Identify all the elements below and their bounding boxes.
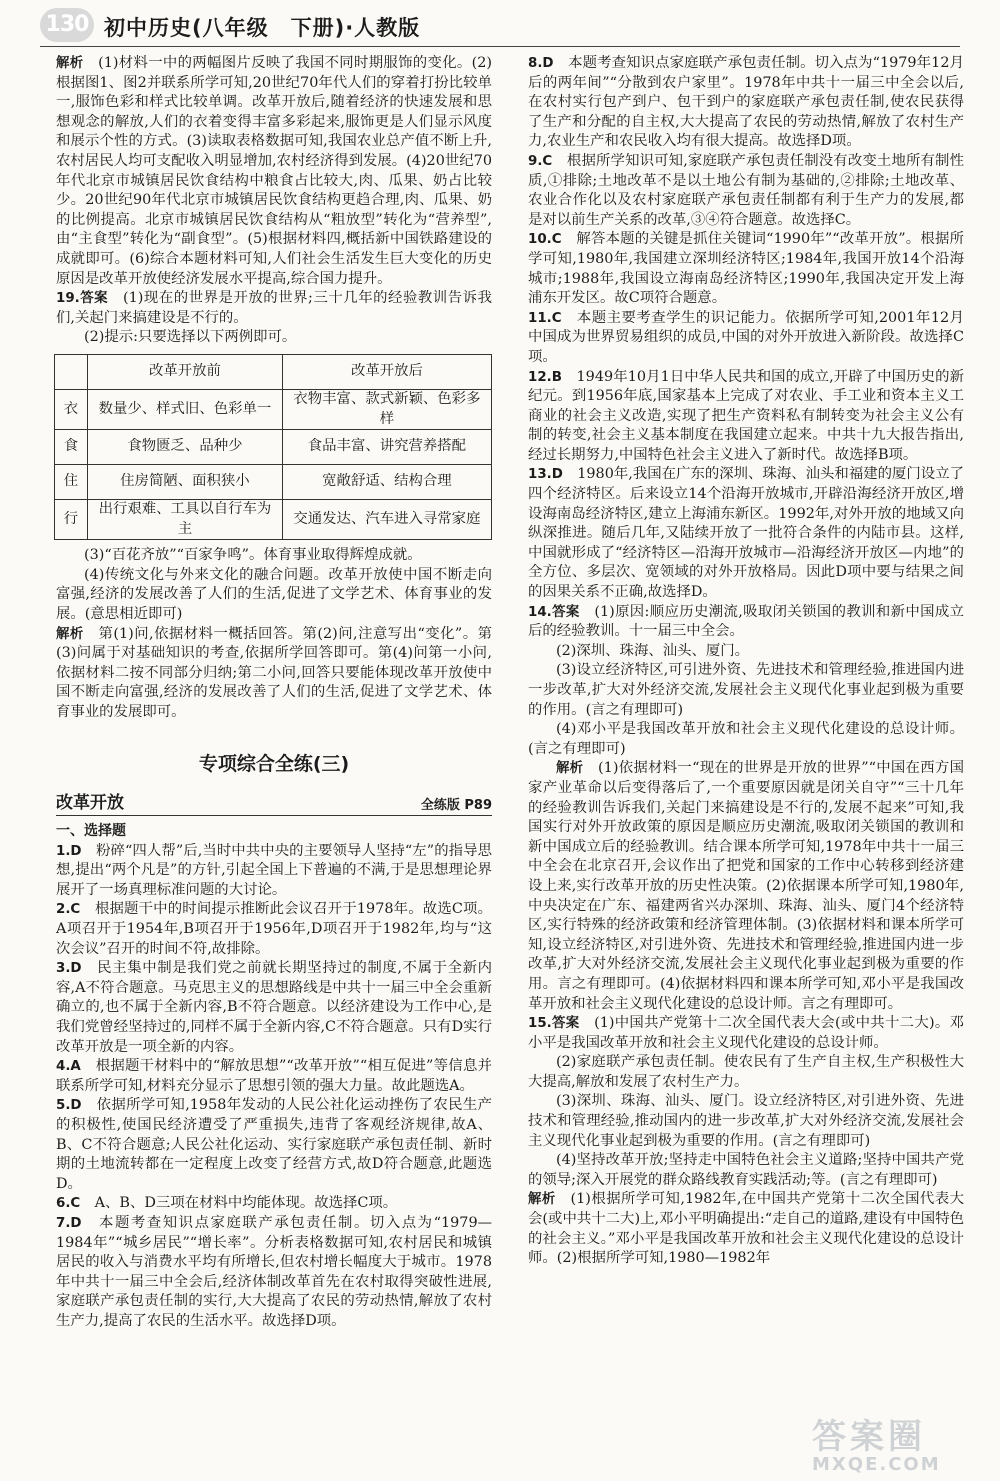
section-title: 专项综合全练(三) [198,752,350,775]
answer-label: 6.C [56,1196,81,1212]
answer-label: 5.D [56,1098,82,1114]
answer-item [528,230,964,308]
text-paragraph [528,661,964,720]
left-column [56,54,492,1331]
table-cell: 食品丰富、讲究营养搭配 [282,430,491,465]
text-paragraph [528,1053,964,1092]
table-cell: 住房简陋、面积狭小 [88,465,283,500]
answer-text: 依据所学可知,1958年发动的人民公社化运动挫伤了农民生产的积极性,使国民经济遭受了严重损失,违背了客观经济规律,故A、B、C不符合题意;人民公社化运动、实行家庭联产承包责任制、新时期的土地流转都在一定程度上改变了经营方式,故D符合题意,此题选D。 [56,1097,492,1192]
book-title: 初中历史(八年级 下册)·人教版 [104,16,421,40]
answer-label: 解析 [56,626,84,642]
table-cell: 交通发达、汽车进入寻常家庭 [282,500,491,540]
page-number: 130 [40,8,94,42]
topic-reference: 全练版 P89 [420,797,492,813]
answer-text: 本题考查知识点家庭联产承包责任制。切入点为“1979年12月后的两年间”“分散到农户家里”。1978年中共十一届三中全会以后,在农村实行包产到户、包干到户的家庭联产承包责任制,使农民获得了生产和分配的自主权,大大提高了农民的劳动热情,解放了农村生产力,农业生产和农民收入均有很大提高。故选择D项。 [528,55,964,150]
answer-text: 粉碎“四人帮”后,当时中共中央的主要领导人坚持“左”的指导思想,提出“两个凡是”的方针,引起全国上下普遍的不满,于是思想理论界展开了一场真理标准问题的大讨论。 [56,842,492,898]
table-cell: 出行艰难、工具以自行车为主 [88,500,283,540]
text-paragraph [528,1190,964,1268]
answer-label: 4.A [56,1059,81,1075]
text-paragraph [528,759,964,1014]
answer-item [56,1194,492,1214]
answer-text: (3)“百花齐放”“百家争鸣”。体育事业取得辉煌成就。 [84,547,422,564]
table-row [55,465,492,500]
text-paragraph [528,1092,964,1151]
topic-bar [56,788,492,816]
answer-text: (1)根据所学可知,1982年,在中国共产党第十二次全国代表大会(或中共十二大)上,邓小平明确提出:“走自己的道路,建设有中国特色的社会主义。”邓小平是我国改革开放和社会主义现代化建设的总设计师。(2)根据所学可知,1980—1982年 [528,1191,964,1267]
answer-text: (1)原因:顺应历史潮流,吸取闭关锁国的教训和新中国成立后的经验教训。十一届三中全会。 [528,603,964,640]
answer-label: 19.答案 [56,291,109,307]
topic-title: 改革开放 [56,792,124,813]
answer-label: 15.答案 [528,1016,580,1032]
answer-text: (1)材料一中的两幅图片反映了我国不同时期服饰的变化。(2)根据图1、图2并联系所学可知,20世纪70年代人们的穿着打扮比较单一,服饰色彩和样式比较单调。改革开放后,随着经济的快速发展和思想观念的解放,人们的衣着变得丰富多彩起来,服饰更是人们显示风度和展示个性的方式。(3)读取表格数据可知,我国农业总产值不断上升,农村居民人均可支配收入明显增加,农村经济得到发展。(4)20世纪70年代北京市城镇居民饮食结构中粮食占比较大,肉、瓜果、奶占比较少。20世纪90年代北京市城镇居民饮食结构更趋合理,肉、瓜果、奶的比例提高。北京市城镇居民饮食结构从“粗放型”转化为“营养型”,由“主食型”转化为“副食型”。(5)根据材料四,概括新中国铁路建设的成就即可。(6)综合本题材料可知,人们社会生活发生巨大变化的历史原因是改革开放使经济发展水平提高,综合国力提升。 [56,55,492,287]
answer-text: 第(1)问,依据材料一概括回答。第(2)问,注意写出“变化”。第(3)问属于对基础知识的考查,依据所学回答即可。第(4)问第一小问,依据材料二按不同部分归纳;第二小问,回答只要能体现改革开放使中国不断走向富强,经济的发展改善了人们的生活,促进了文学艺术、体育事业的发展即可。 [56,625,492,721]
answer-text: 解答本题的关键是抓住关键词“1990年”“改革开放”。根据所学可知,1980年,我国建立深圳经济特区;1984年,我国开放14个沿海城市;1988年,我国设立海南岛经济特区;1990年,我国决定开发上海浦东开发区。故C项符合题意。 [528,231,964,307]
answer-item [56,900,492,959]
table-cell: 食 [55,430,88,465]
answer-text: (3)设立经济特区,可引进外资、先进技术和管理经验,推进国内进一步改革,扩大对外经济交流,发展社会主义现代化事业起到极为重要的作用。(言之有理即可) [528,662,964,718]
answer-text: (2)家庭联产承包责任制。使农民有了生产自主权,生产积极性大大提高,解放和发展了农村生产力。 [528,1054,964,1090]
answer-label: 14.答案 [528,604,580,620]
right-column [528,54,964,1269]
table-cell: 住 [55,465,88,500]
answer-label: 9.C [528,153,553,169]
answer-text: (4)坚持改革开放;坚持走中国特色社会主义道路;坚持中国共产党的领导;深入开展党的群众路线教育实践活动;等。(言之有理即可) [528,1152,964,1188]
answer-text: 本题主要考查学生的识记能力。依据所学可知,2001年12月中国成为世界贸易组织的成员,中国的对外开放进入新阶段。故选择C项。 [528,309,964,365]
answer-text: (3)深圳、珠海、汕头、厦门。设立经济特区,对引进外资、先进技术和管理经验,推动国内的进一步改革,扩大对外经济交流,发展社会主义现代化事业起到极为重要的作用。(言之有理即可) [528,1093,964,1149]
text-paragraph [528,1151,964,1190]
answer-text: 1949年10月1日中华人民共和国的成立,开辟了中国历史的新纪元。到1956年底,国家基本上完成了对农业、手工业和资本主义工商业的社会主义改造,实现了把生产资料私有制转变为社会主义公有制的转变,社会主义基本制度在我国建立起来。中共十九大报告指出,经过长期努力,中国特色社会主义进入了新时代。故选择B项。 [528,368,964,463]
answer-text: 根据所学知识可知,家庭联产承包责任制没有改变土地所有制性质,①排除;土地改革不是以土地公有制为基础的,②排除;土地改革、农业合作化以及农村家庭联产承包责任制都有利于生产力的发展,都是对以前生产关系的改革,③④符合题意。故选择C。 [528,152,964,228]
answer-label: 3.D [56,961,82,977]
comparison-table [54,354,492,540]
answer-item [528,152,964,230]
answer-text: (1)中国共产党第十二次全国代表大会(或中共十二大)。邓小平是我国改革开放和社会主义现代化建设的总设计师。 [528,1015,964,1051]
table-row [55,430,492,465]
answer-text: 民主集中制是我们党之前就长期坚持过的制度,不属于全新内容,A不符合题意。马克思主义的思想路线是中共十一届三中全会重新确立的,也不属于全新内容,B不符合题意。以经济建设为工作中心,是我们党曾经坚持过的,同样不属于全新内容,C不符合题意。只有D实行改革开放是一项全新的内容。 [56,960,492,1055]
answer-text: (4)邓小平是我国改革开放和社会主义现代化建设的总设计师。(言之有理即可) [528,721,964,757]
table-cell: 衣 [55,389,88,429]
answer-label: 8.D [528,56,554,71]
answer-label: 11.C [528,310,562,326]
answer-label: 解析 [528,1192,556,1208]
text-paragraph [528,642,964,662]
answer-label: 解析 [556,761,584,777]
table-header-cell: 改革开放后 [282,354,491,389]
text-paragraph [56,625,492,723]
answer-text: (1)现在的世界是开放的世界;三十几年的经验教训告诉我们,关起门来搞建设是不行的。 [56,290,492,326]
answer-label: 7.D [56,1215,82,1231]
answer-item [528,465,964,602]
answer-text: (4)传统文化与外来文化的融合问题。改革开放使中国不断走向富强,经济的发展改善了人们的生活,促进了文学艺术、体育事业的发展。(意思相近即可) [56,566,492,623]
answer-item [56,1057,492,1096]
answer-item [56,959,492,1057]
answer-label: 13.D [528,467,563,483]
table-row [55,389,492,429]
answer-label: 解析 [56,56,84,71]
text-paragraph [56,54,492,289]
answer-label: 1.D [56,843,82,859]
table-cell: 数量少、样式旧、色彩单一 [88,389,283,429]
text-paragraph [528,720,964,759]
answer-text: 1980年,我国在广东的深圳、珠海、汕头和福建的厦门设立了四个经济特区。后来设立14个沿海开放城市,开辟沿海经济开放区,增设海南岛经济特区,建立上海浦东新区。1992年,对外开放的地域又向纵深推进。随后几年,又陆续开放了一批符合条件的内陆市县。这样,中国就形成了“经济特区—沿海开放城市—沿海经济开放区—内地”的全方位、多层次、宽领域的对外开放格局。因此D项中要与结果之间的因果关系不正确,故选择D。 [528,466,964,601]
answer-text: (1)依据材料一“现在的世界是开放的世界”“中国在西方国家产业革命以后变得落后了,一个重要原因就是闭关自守”“三十几年的经验教训告诉我们,关起门来搞建设是不行的,发展不起来”可知,我国实行对外开放政策的原因是顺应历史潮流,吸取闭关锁国的教训和新中国成立后的经验教训。结合课本所学可知,1978年中共十一届三中全会在北京召开,会议作出了把党和国家的工作中心转移到经济建设上来,实行改革开放的历史性决策。(2)依据课本所学可知,1980年,中央决定在广东、福建两省兴办深圳、珠海、汕头、厦门4个经济特区,实行特殊的经济政策和经济管理体制。(3)依据材料和课本所学可知,设立经济特区,对引进外资、先进技术和管理经验,推进国内进一步改革,扩大对外经济交流,发展社会主义现代化事业起到极为重要的作用。言之有理即可。(4)依据材料四和课本所学可知,邓小平是我国改革开放和社会主义现代化建设的总设计师。言之有理即可。 [528,760,964,1012]
text-paragraph [528,1014,964,1053]
answer-label: 10.C [528,232,562,248]
table-cell: 食物匮乏、品种少 [88,430,283,465]
table-row [55,500,492,540]
table-header-cell [55,354,88,389]
answer-label: 12.B [528,369,562,385]
text-paragraph [56,328,492,348]
text-paragraph [528,603,964,642]
page-header [40,6,960,47]
answer-item [528,54,964,152]
text-paragraph [56,566,492,625]
table-cell: 衣物丰富、款式新颖、色彩多样 [282,389,491,429]
answer-item [56,842,492,901]
answer-text: 本题考查知识点家庭联产承包责任制。切入点为“1979—1984年”“城乡居民”“增长率”。分析表格数据可知,农村居民和城镇居民的收入与消费水平均有所增长,但农村增长幅度大于城市。1978年中共十一届三中全会后,经济体制改革首先在农村取得突破性进展,家庭联产承包责任制的实行,大大提高了农民的劳动热情,解放了农村生产力,提高了农民的生活水平。故选择D项。 [56,1214,492,1329]
watermark-logo: 答案圈 MXQE.COM [812,1417,941,1475]
answer-text: 根据题干中的时间提示推断此会议召开于1978年。故选C项。A项召开于1954年,B项召开于1956年,D项召开于1982年,均与“这次会议”召开的时间不符,故排除。 [56,901,492,957]
answer-text: 根据题干材料中的“解放思想”“改革开放”“相互促进”等信息并联系所学可知,材料充分显示了思想引领的强大力量。故此题选A。 [56,1058,492,1094]
answer-text: (2)深圳、珠海、汕头、厦门。 [556,642,750,659]
subsection-title: 一、选择题 [56,822,126,839]
table-cell: 宽敞舒适、结构合理 [282,465,491,500]
answer-label: 2.C [56,902,81,918]
answer-text: A、B、D三项在材料中均能体现。故选择C项。 [94,1195,398,1212]
answer-item [56,1096,492,1194]
answer-text: (2)提示:只要选择以下两例即可。 [84,329,297,346]
text-paragraph [56,289,492,328]
table-cell: 行 [55,500,88,540]
text-paragraph [56,546,492,566]
table-header-cell: 改革开放前 [88,354,283,389]
answer-item [56,1214,492,1332]
answer-item [528,368,964,466]
answer-item [528,309,964,368]
